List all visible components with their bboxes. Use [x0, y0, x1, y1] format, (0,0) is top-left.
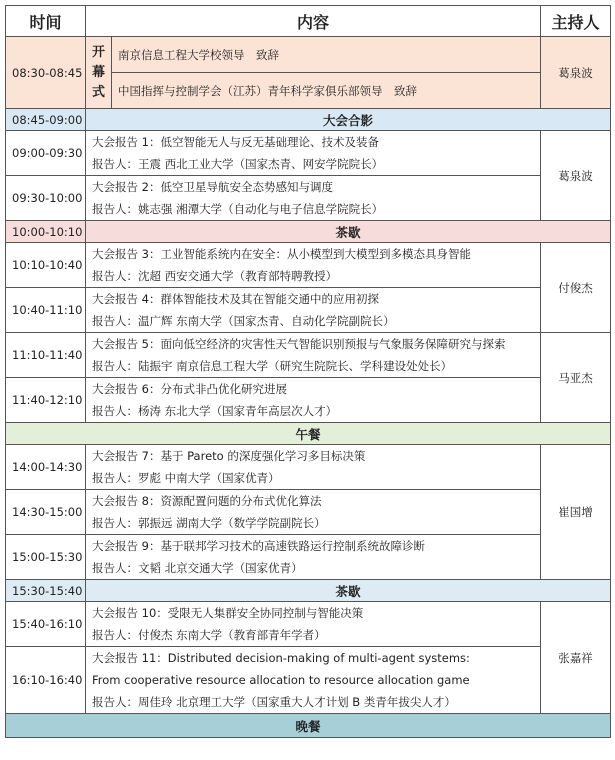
talk-title: 大会报告 7：基于 Pareto 的深度强化学习多目标决策 [92, 449, 366, 463]
header-time: 时间 [6, 6, 86, 37]
dinner-title: 晚餐 [6, 714, 611, 738]
talk-content [86, 647, 541, 714]
talk-content [86, 490, 541, 535]
opening-row [6, 37, 611, 73]
header-row [6, 6, 611, 37]
talk-title-line2: From cooperative resource allocation to resource allocation game [92, 673, 470, 687]
opening-label [86, 37, 112, 109]
talk-content [86, 243, 541, 288]
talk-title: 大会报告 4：群体智能技术及其在智能交通中的应用初探 [92, 292, 379, 306]
talk-time: 14:30-15:00 [6, 490, 86, 535]
talk-title: 大会报告 3：工业智能系统内在安全：从小模型到大模型到多模态具身智能 [92, 247, 471, 261]
host-cell: 马亚杰 [541, 333, 611, 423]
talk-speaker: 报告人：姚志强 湘潭大学（自动化与电子信息学院院长） [92, 202, 384, 216]
talk-speaker: 报告人：罗彪 中南大学（国家优青） [92, 471, 280, 485]
break-title: 茶歇 [86, 221, 611, 243]
opening-line-2: 中国指挥与控制学会（江苏）青年科学家俱乐部领导 致辞 [112, 73, 541, 109]
talk-content [86, 378, 541, 423]
talk-time: 10:10-10:40 [6, 243, 86, 288]
talk-time: 09:00-09:30 [6, 131, 86, 176]
talk-title: 大会报告 5：面向低空经济的灾害性天气智能识别预报与气象服务保障研究与探索 [92, 337, 506, 351]
talk-content [86, 288, 541, 333]
talk-row [6, 378, 611, 423]
host-cell: 崔国增 [541, 445, 611, 580]
talk-content [86, 445, 541, 490]
header-content: 内容 [86, 6, 541, 37]
talk-time: 14:00-14:30 [6, 445, 86, 490]
talk-time: 16:10-16:40 [6, 647, 86, 714]
talk-row [6, 445, 611, 490]
talk-time: 15:40-16:10 [6, 602, 86, 647]
talk-row [6, 131, 611, 176]
break-time: 15:30-15:40 [6, 580, 86, 602]
opening-line-1: 南京信息工程大学校领导 致辞 [112, 37, 541, 73]
talk-title: 大会报告 6：分布式非凸优化研究进展 [92, 382, 287, 396]
photo-title: 大会合影 [86, 109, 611, 131]
talk-row [6, 333, 611, 378]
header-host: 主持人 [541, 6, 611, 37]
dinner-row [6, 714, 611, 738]
opening-label-char: 幕 [91, 64, 105, 80]
break-row [6, 580, 611, 602]
talk-content [86, 535, 541, 580]
talk-title: 大会报告 11：Distributed decision-making of multi-agent systems: [92, 651, 470, 665]
talk-content [86, 333, 541, 378]
schedule-table [5, 5, 611, 738]
talk-row [6, 647, 611, 714]
talk-row [6, 176, 611, 221]
opening-host: 葛泉波 [541, 37, 611, 109]
talk-title: 大会报告 1：低空智能无人与反无基础理论、技术及装备 [92, 135, 379, 149]
talk-title: 大会报告 2：低空卫星导航安全态势感知与调度 [92, 180, 333, 194]
talk-title: 大会报告 10：受限无人集群安全协同控制与智能决策 [92, 606, 364, 620]
talk-time: 10:40-11:10 [6, 288, 86, 333]
host-cell: 张嘉祥 [541, 602, 611, 714]
break-time: 10:00-10:10 [6, 221, 86, 243]
host-cell: 葛泉波 [541, 131, 611, 221]
talk-speaker: 报告人：郭振远 湖南大学（数学学院副院长） [92, 516, 326, 530]
talk-time: 15:00-15:30 [6, 535, 86, 580]
opening-label-char: 式 [91, 84, 105, 100]
talk-title: 大会报告 9：基于联邦学习技术的高速铁路运行控制系统故障诊断 [92, 539, 425, 553]
talk-speaker: 报告人：王震 西北工业大学（国家杰青、网安学院院长） [92, 157, 384, 171]
photo-time: 08:45-09:00 [6, 109, 86, 131]
talk-row [6, 288, 611, 333]
talk-content [86, 602, 541, 647]
talk-row [6, 602, 611, 647]
talk-title: 大会报告 8：资源配置问题的分布式优化算法 [92, 494, 322, 508]
opening-label-char: 开 [91, 44, 105, 60]
talk-row [6, 243, 611, 288]
talk-content [86, 176, 541, 221]
talk-speaker: 报告人：温广辉 东南大学（国家杰青、自动化学院副院长） [92, 314, 395, 328]
talk-speaker: 报告人：陆振宇 南京信息工程大学（研究生院院长、学科建设处处长） [92, 359, 453, 373]
opening-time: 08:30-08:45 [6, 37, 86, 109]
talk-speaker: 报告人：付俊杰 东南大学（教育部青年学者） [92, 628, 326, 642]
break-title: 茶歇 [86, 580, 611, 602]
talk-time: 11:40-12:10 [6, 378, 86, 423]
talk-speaker: 报告人：周佳玲 北京理工大学（国家重大人才计划 B 类青年拔尖人才） [92, 695, 456, 709]
host-cell: 付俊杰 [541, 243, 611, 333]
talk-time: 11:10-11:40 [6, 333, 86, 378]
lunch-title: 午餐 [6, 423, 611, 445]
talk-speaker: 报告人：杨涛 东北大学（国家青年高层次人才） [92, 404, 338, 418]
talk-speaker: 报告人：文韬 北京交通大学（国家优青） [92, 561, 303, 575]
lunch-row [6, 423, 611, 445]
talk-speaker: 报告人：沈超 西安交通大学（教育部特聘教授） [92, 269, 338, 283]
photo-row [6, 109, 611, 131]
break-row [6, 221, 611, 243]
talk-content [86, 131, 541, 176]
talk-row [6, 490, 611, 535]
talk-row [6, 535, 611, 580]
talk-time: 09:30-10:00 [6, 176, 86, 221]
